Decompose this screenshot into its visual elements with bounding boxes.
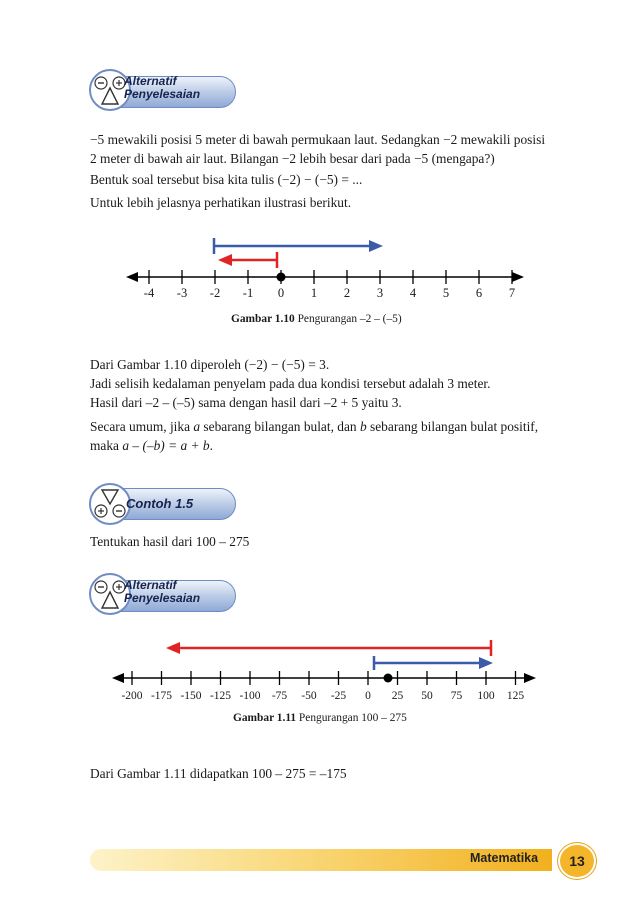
blue-arrow-head bbox=[369, 240, 383, 252]
paragraph-line: maka a – (–b) = a + b. bbox=[90, 438, 213, 453]
number-line-figure-1-10 bbox=[0, 230, 638, 310]
tick-label: -75 bbox=[271, 690, 288, 702]
tick-label: 6 bbox=[475, 286, 483, 300]
number-line-figure-1-11 bbox=[0, 636, 638, 708]
conclusion-statement: Dari Gambar 1.11 didapatkan 100 – 275 = –175 bbox=[90, 766, 347, 781]
figure-caption-1-10 bbox=[231, 313, 402, 325]
paragraph-line: −5 mewakili posisi 5 meter di bawah permukaan laut. Sedangkan −2 mewakili posisi bbox=[90, 132, 546, 147]
footer-subject-title: Matematika bbox=[470, 851, 539, 865]
tick-label: 4 bbox=[409, 286, 417, 300]
paragraph-line: Hasil dari –2 – (–5) sama dengan hasil dari –2 + 5 yaitu 3. bbox=[90, 395, 402, 410]
paragraph-line: Dari Gambar 1.10 diperoleh (−2) − (−5) = 3. bbox=[90, 357, 330, 372]
axis-right-arrowhead bbox=[512, 272, 524, 282]
caption-label: Gambar 1.11 bbox=[233, 712, 297, 724]
tick-label: 100 bbox=[477, 690, 495, 702]
zero-point-marker bbox=[277, 273, 286, 282]
zero-point-marker bbox=[384, 674, 393, 683]
tick-label: -3 bbox=[176, 286, 188, 300]
paragraph-line: Bentuk soal tersebut bisa kita tulis (−2) − (−5) = ... bbox=[90, 172, 363, 187]
caption-text: Pengurangan 100 – 275 bbox=[296, 712, 407, 724]
paragraph-intro bbox=[90, 130, 545, 212]
tick-label: 3 bbox=[376, 286, 384, 300]
general-formula: a – (–b) = a + b bbox=[122, 438, 210, 453]
paragraph-line: Jadi selisih kedalaman penyelam pada dua kondisi tersebut adalah 3 meter. bbox=[90, 376, 491, 391]
tick-label: -100 bbox=[239, 690, 261, 702]
tick-label: 7 bbox=[508, 286, 516, 300]
paragraph-line: 2 meter di bawah air laut. Bilangan −2 lebih besar dari pada −5 (mengapa?) bbox=[90, 151, 495, 166]
tick-label: 125 bbox=[506, 690, 525, 702]
blue-arrow-head bbox=[479, 657, 493, 669]
badge-label: Contoh 1.5 bbox=[126, 496, 194, 511]
tick-label: 50 bbox=[421, 690, 433, 702]
tick-label: -25 bbox=[330, 690, 347, 702]
red-arrow-head bbox=[218, 254, 232, 266]
paragraph-line: Secara umum, jika a sebarang bilangan bulat, dan b sebarang bilangan bulat positif, bbox=[90, 419, 539, 434]
tick-label: -125 bbox=[209, 690, 232, 702]
page-number: 13 bbox=[558, 843, 596, 879]
caption-label: Gambar 1.10 bbox=[231, 313, 295, 325]
axis-right-arrowhead bbox=[524, 673, 536, 683]
tick-label: -2 bbox=[209, 286, 221, 300]
tick-label: 75 bbox=[450, 690, 463, 702]
badge-label-line2: Penyelesaian bbox=[124, 86, 201, 101]
red-arrow-head bbox=[166, 642, 180, 654]
tick-label: 2 bbox=[343, 286, 351, 300]
axis-left-arrowhead bbox=[126, 272, 138, 282]
badge-label-line1: Alternatif bbox=[124, 578, 177, 592]
tick-label: 25 bbox=[391, 690, 404, 702]
tick-label: 0 bbox=[277, 286, 285, 300]
tick-label: 5 bbox=[442, 286, 450, 300]
tick-label: 1 bbox=[310, 286, 318, 300]
tick-label: -1 bbox=[242, 286, 254, 300]
badge-label-line2: Penyelesaian bbox=[124, 590, 201, 605]
caption-text: Pengurangan –2 – (–5) bbox=[294, 313, 402, 325]
tick-label: -175 bbox=[150, 690, 173, 702]
badge-label-line1: Alternatif bbox=[124, 74, 177, 88]
tick-label: -50 bbox=[301, 690, 317, 702]
tick-label: -150 bbox=[180, 690, 202, 702]
tick-label: -4 bbox=[143, 286, 155, 300]
tick-label: 0 bbox=[365, 690, 371, 702]
paragraph-result bbox=[90, 355, 538, 455]
tick-label: -200 bbox=[121, 690, 143, 702]
figure-caption-1-11 bbox=[233, 712, 407, 724]
axis-left-arrowhead bbox=[112, 673, 124, 683]
problem-statement: Tentukan hasil dari 100 – 275 bbox=[90, 534, 250, 549]
paragraph-line: Untuk lebih jelasnya perhatikan ilustrasi berikut. bbox=[90, 195, 352, 210]
